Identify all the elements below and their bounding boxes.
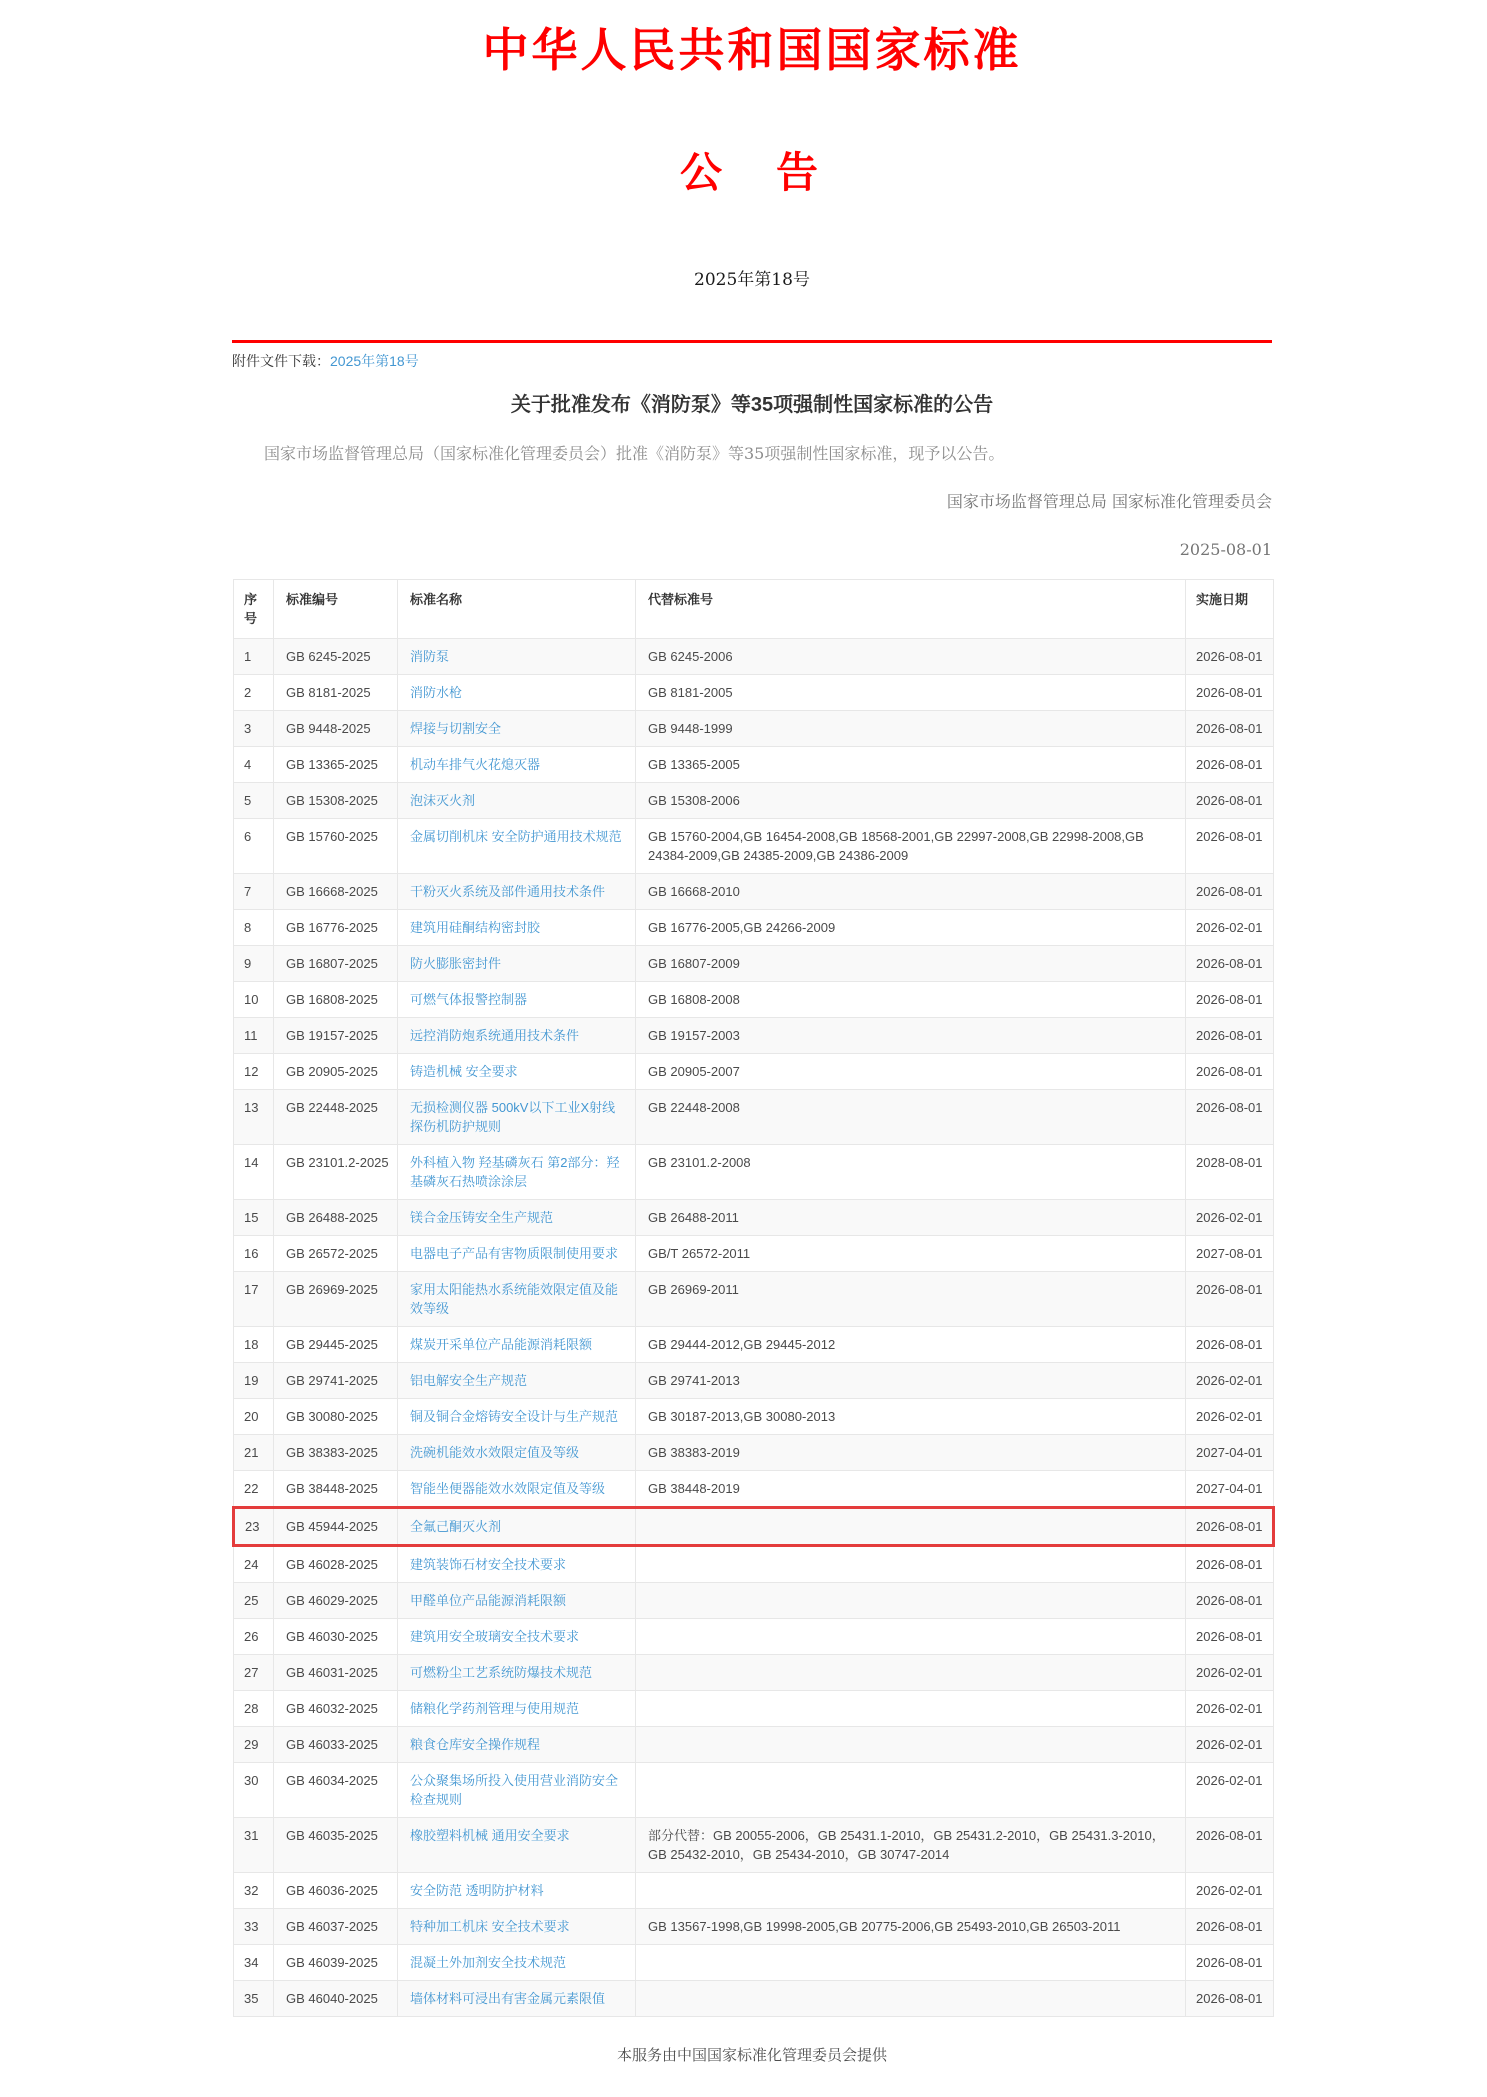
standard-name-cell — [398, 1909, 636, 1945]
standard-code: GB 38383-2025 — [274, 1435, 398, 1471]
standard-name-link[interactable]: 铝电解安全生产规范 — [410, 1373, 528, 1389]
row-index: 8 — [234, 910, 274, 946]
replaced-standards: GB 23101.2-2008 — [636, 1145, 1186, 1200]
standard-code: GB 9448-2025 — [274, 711, 398, 747]
standard-name-link[interactable]: 消防泵 — [410, 649, 450, 665]
table-row — [234, 910, 1274, 946]
standard-name-link[interactable]: 远控消防炮系统通用技术条件 — [410, 1028, 580, 1044]
standard-code: GB 19157-2025 — [274, 1018, 398, 1054]
implementation-date: 2026-08-01 — [1186, 1327, 1274, 1363]
standard-code: GB 26488-2025 — [274, 1200, 398, 1236]
table-row — [234, 1054, 1274, 1090]
implementation-date: 2026-08-01 — [1186, 747, 1274, 783]
replaced-standards: GB 16776-2005,GB 24266-2009 — [636, 910, 1186, 946]
table-row — [234, 639, 1274, 675]
standard-code: GB 20905-2025 — [274, 1054, 398, 1090]
standard-code: GB 30080-2025 — [274, 1399, 398, 1435]
replaced-standards — [636, 1619, 1186, 1655]
table-row — [234, 1727, 1274, 1763]
standard-name-cell — [398, 1945, 636, 1981]
replaced-standards: GB 16668-2010 — [636, 874, 1186, 910]
standard-name-cell — [398, 711, 636, 747]
implementation-date: 2026-08-01 — [1186, 1981, 1274, 2017]
notice-body: 国家市场监督管理总局（国家标准化管理委员会）批准《消防泵》等35项强制性国家标准，现予以公告。 — [264, 444, 1005, 464]
standard-code: GB 38448-2025 — [274, 1471, 398, 1508]
standard-name-cell — [398, 1200, 636, 1236]
row-index: 12 — [234, 1054, 274, 1090]
standard-name-link[interactable]: 储粮化学药剂管理与使用规范 — [410, 1701, 580, 1717]
standard-code: GB 46034-2025 — [274, 1763, 398, 1818]
implementation-date: 2026-02-01 — [1186, 1363, 1274, 1399]
replaced-standards: GB 29444-2012,GB 29445-2012 — [636, 1327, 1186, 1363]
standard-name-link[interactable]: 建筑装饰石材安全技术要求 — [410, 1557, 567, 1573]
row-index: 1 — [234, 639, 274, 675]
standard-name-cell — [398, 1272, 636, 1327]
standard-code: GB 46028-2025 — [274, 1546, 398, 1583]
replaced-standards — [636, 1583, 1186, 1619]
standard-name-cell — [398, 1471, 636, 1508]
announcement-heading: 公 告 — [679, 147, 824, 197]
table-row — [234, 711, 1274, 747]
standard-code: GB 46036-2025 — [274, 1873, 398, 1909]
table-row — [234, 1981, 1274, 2017]
row-index: 3 — [234, 711, 274, 747]
standard-name-cell — [398, 1546, 636, 1583]
row-index: 2 — [234, 675, 274, 711]
table-row — [234, 1200, 1274, 1236]
replaced-standards — [636, 1655, 1186, 1691]
table-row — [234, 1691, 1274, 1727]
standard-name-cell — [398, 1236, 636, 1272]
standard-name-cell — [398, 1873, 636, 1909]
standard-name-link[interactable]: 公众聚集场所投入使用营业消防安全检查规则 — [410, 1773, 619, 1808]
standard-code: GB 46029-2025 — [274, 1583, 398, 1619]
implementation-date: 2026-02-01 — [1186, 1691, 1274, 1727]
table-row — [234, 1435, 1274, 1471]
row-index: 26 — [234, 1619, 274, 1655]
table-row — [234, 747, 1274, 783]
standard-name-cell — [398, 1018, 636, 1054]
standard-code: GB 8181-2025 — [274, 675, 398, 711]
implementation-date: 2026-08-01 — [1186, 1272, 1274, 1327]
implementation-date: 2027-04-01 — [1186, 1471, 1274, 1508]
standard-code: GB 46039-2025 — [274, 1945, 398, 1981]
table-row — [234, 1272, 1274, 1327]
implementation-date: 2026-02-01 — [1186, 1727, 1274, 1763]
replaced-standards: GB 15308-2006 — [636, 783, 1186, 819]
standard-name-cell — [398, 1619, 636, 1655]
replaced-standards — [636, 1981, 1186, 2017]
issuing-authorities: 国家市场监督管理总局 国家标准化管理委员会 — [946, 492, 1272, 512]
standard-name-link[interactable]: 镁合金压铸安全生产规范 — [410, 1210, 554, 1226]
table-row — [234, 819, 1274, 874]
row-index: 16 — [234, 1236, 274, 1272]
standard-name-link[interactable]: 混凝土外加剂安全技术规范 — [410, 1955, 567, 1971]
standard-name-cell — [398, 675, 636, 711]
standard-name-cell — [398, 946, 636, 982]
implementation-date: 2026-08-01 — [1186, 819, 1274, 874]
implementation-date: 2026-08-01 — [1186, 1508, 1274, 1546]
row-index: 31 — [234, 1818, 274, 1873]
replaced-standards: GB 13567-1998,GB 19998-2005,GB 20775-2006,GB 25493-2010,GB 26503-2011 — [636, 1909, 1186, 1945]
standard-name-link[interactable]: 家用太阳能热水系统能效限定值及能效等级 — [410, 1282, 619, 1317]
standard-name-link[interactable]: 防火膨胀密封件 — [410, 956, 502, 972]
standard-name-link[interactable]: 煤炭开采单位产品能源消耗限额 — [410, 1337, 593, 1353]
standard-name-cell — [398, 1655, 636, 1691]
column-header-standard-name: 标准名称 — [398, 580, 636, 639]
standard-name-link[interactable]: 铸造机械 安全要求 — [410, 1064, 518, 1080]
replaced-standards: GB 16808-2008 — [636, 982, 1186, 1018]
standard-name-cell — [398, 910, 636, 946]
standard-name-link[interactable]: 智能坐便器能效水效限定值及等级 — [410, 1481, 606, 1497]
replaced-standards: GB/T 26572-2011 — [636, 1236, 1186, 1272]
replaced-standards: GB 15760-2004,GB 16454-2008,GB 18568-2001,GB 22997-2008,GB 22998-2008,GB 24384-2009,GB 24385-2009,GB 24386-2009 — [636, 819, 1186, 874]
table-header-row — [234, 580, 1274, 639]
implementation-date: 2026-08-01 — [1186, 1818, 1274, 1873]
row-index: 25 — [234, 1583, 274, 1619]
implementation-date: 2026-08-01 — [1186, 982, 1274, 1018]
replaced-standards: GB 22448-2008 — [636, 1090, 1186, 1145]
standard-name-link[interactable]: 全氟己酮灭火剂 — [410, 1519, 502, 1535]
implementation-date: 2026-08-01 — [1186, 874, 1274, 910]
standard-name-cell — [398, 1399, 636, 1435]
replaced-standards: GB 30187-2013,GB 30080-2013 — [636, 1399, 1186, 1435]
standard-code: GB 22448-2025 — [274, 1090, 398, 1145]
row-index: 29 — [234, 1727, 274, 1763]
standard-name-cell — [398, 747, 636, 783]
issue-number: 2025年第18号 — [694, 270, 810, 291]
table-row — [234, 1873, 1274, 1909]
table-row — [234, 1583, 1274, 1619]
implementation-date: 2026-08-01 — [1186, 1054, 1274, 1090]
notice-title: 关于批准发布《消防泵》等35项强制性国家标准的公告 — [510, 394, 994, 417]
row-index: 28 — [234, 1691, 274, 1727]
implementation-date: 2026-08-01 — [1186, 711, 1274, 747]
implementation-date: 2026-08-01 — [1186, 675, 1274, 711]
standards-table-body — [234, 639, 1274, 2017]
table-row — [234, 675, 1274, 711]
standard-name-link[interactable]: 金属切削机床 安全防护通用技术规范 — [410, 829, 622, 845]
implementation-date: 2027-08-01 — [1186, 1236, 1274, 1272]
implementation-date: 2028-08-01 — [1186, 1145, 1274, 1200]
implementation-date: 2026-08-01 — [1186, 946, 1274, 982]
row-index: 10 — [234, 982, 274, 1018]
attachment-row — [232, 351, 1272, 371]
replaced-standards — [636, 1546, 1186, 1583]
table-row — [234, 1145, 1274, 1200]
replaced-standards: 部分代替：GB 20055-2006，GB 25431.1-2010，GB 25431.2-2010，GB 25431.3-2010，GB 25432-2010，GB 25434-2010，GB 30747-2014 — [636, 1818, 1186, 1873]
implementation-date: 2026-02-01 — [1186, 1873, 1274, 1909]
replaced-standards — [636, 1763, 1186, 1818]
row-index: 9 — [234, 946, 274, 982]
standard-name-cell — [398, 982, 636, 1018]
table-row — [234, 1546, 1274, 1583]
standard-name-link[interactable]: 铜及铜合金熔铸安全设计与生产规范 — [410, 1409, 619, 1425]
standard-code: GB 46031-2025 — [274, 1655, 398, 1691]
row-index: 13 — [234, 1090, 274, 1145]
standard-name-link[interactable]: 可燃气体报警控制器 — [410, 992, 528, 1008]
row-index: 34 — [234, 1945, 274, 1981]
table-row — [234, 1018, 1274, 1054]
standard-name-cell — [398, 1508, 636, 1546]
standard-code: GB 46040-2025 — [274, 1981, 398, 2017]
standard-code: GB 16668-2025 — [274, 874, 398, 910]
standard-code: GB 29445-2025 — [274, 1327, 398, 1363]
table-row — [234, 1818, 1274, 1873]
attachment-label: 附件文件下载： — [232, 353, 330, 370]
standard-name-cell — [398, 1727, 636, 1763]
replaced-standards: GB 19157-2003 — [636, 1018, 1186, 1054]
standard-code: GB 15308-2025 — [274, 783, 398, 819]
column-header-standard-code: 标准编号 — [274, 580, 398, 639]
standard-name-cell — [398, 1090, 636, 1145]
standard-name-cell — [398, 1763, 636, 1818]
implementation-date: 2026-08-01 — [1186, 1619, 1274, 1655]
implementation-date: 2026-08-01 — [1186, 1090, 1274, 1145]
replaced-standards: GB 6245-2006 — [636, 639, 1186, 675]
standard-code: GB 46037-2025 — [274, 1909, 398, 1945]
row-index: 30 — [234, 1763, 274, 1818]
implementation-date: 2026-08-01 — [1186, 1583, 1274, 1619]
column-header-impl-date: 实施日期 — [1186, 580, 1274, 639]
row-index: 35 — [234, 1981, 274, 2017]
implementation-date: 2026-08-01 — [1186, 1546, 1274, 1583]
implementation-date: 2026-08-01 — [1186, 783, 1274, 819]
implementation-date: 2026-02-01 — [1186, 910, 1274, 946]
replaced-standards: GB 20905-2007 — [636, 1054, 1186, 1090]
replaced-standards: GB 38448-2019 — [636, 1471, 1186, 1508]
footer-note: 本服务由中国国家标准化管理委员会提供 — [616, 2047, 887, 2065]
standard-code: GB 15760-2025 — [274, 819, 398, 874]
table-row — [234, 1236, 1274, 1272]
standard-name-cell — [398, 1435, 636, 1471]
table-row — [234, 1090, 1274, 1145]
announcement-page — [232, 0, 1272, 2097]
standard-code: GB 46032-2025 — [274, 1691, 398, 1727]
table-row — [234, 874, 1274, 910]
standard-name-cell — [398, 1691, 636, 1727]
row-index: 20 — [234, 1399, 274, 1435]
standard-name-cell — [398, 639, 636, 675]
row-index: 4 — [234, 747, 274, 783]
row-index: 7 — [234, 874, 274, 910]
implementation-date: 2026-08-01 — [1186, 1909, 1274, 1945]
implementation-date: 2026-08-01 — [1186, 1945, 1274, 1981]
table-row — [234, 783, 1274, 819]
attachment-download-link[interactable]: 2025年第18号 — [330, 353, 419, 370]
standard-name-link[interactable]: 墙体材料可浸出有害金属元素限值 — [410, 1991, 606, 2007]
row-index: 33 — [234, 1909, 274, 1945]
row-index: 19 — [234, 1363, 274, 1399]
implementation-date: 2026-08-01 — [1186, 639, 1274, 675]
standard-code: GB 29741-2025 — [274, 1363, 398, 1399]
replaced-standards — [636, 1873, 1186, 1909]
standard-name-link[interactable]: 甲醛单位产品能源消耗限额 — [410, 1593, 567, 1609]
replaced-standards — [636, 1508, 1186, 1546]
standard-code: GB 26969-2025 — [274, 1272, 398, 1327]
row-index: 23 — [234, 1508, 274, 1546]
standard-code: GB 16808-2025 — [274, 982, 398, 1018]
standard-name-link[interactable]: 无损检测仪器 500kV以下工业X射线探伤机防护规则 — [410, 1100, 616, 1135]
standard-name-link[interactable]: 特种加工机床 安全技术要求 — [410, 1919, 570, 1935]
standard-name-cell — [398, 1363, 636, 1399]
row-index: 21 — [234, 1435, 274, 1471]
standards-table — [232, 579, 1275, 2017]
implementation-date: 2026-02-01 — [1186, 1655, 1274, 1691]
row-index: 27 — [234, 1655, 274, 1691]
replaced-standards: GB 8181-2005 — [636, 675, 1186, 711]
row-index: 18 — [234, 1327, 274, 1363]
table-row — [234, 1508, 1274, 1546]
standard-name-link[interactable]: 建筑用安全玻璃安全技术要求 — [410, 1629, 580, 1645]
table-row — [234, 1763, 1274, 1818]
standard-code: GB 45944-2025 — [274, 1508, 398, 1546]
standard-name-cell — [398, 819, 636, 874]
column-header-replaced: 代替标准号 — [636, 580, 1186, 639]
standard-code: GB 6245-2025 — [274, 639, 398, 675]
replaced-standards: GB 9448-1999 — [636, 711, 1186, 747]
standard-name-link[interactable]: 机动车排气火花熄灭器 — [410, 757, 541, 773]
table-row — [234, 946, 1274, 982]
replaced-standards: GB 13365-2005 — [636, 747, 1186, 783]
table-row — [234, 982, 1274, 1018]
table-row — [234, 1399, 1274, 1435]
implementation-date: 2026-02-01 — [1186, 1200, 1274, 1236]
standard-name-cell — [398, 1981, 636, 2017]
row-index: 32 — [234, 1873, 274, 1909]
standard-name-link[interactable]: 干粉灭火系统及部件通用技术条件 — [410, 884, 606, 900]
table-row — [234, 1945, 1274, 1981]
standard-code: GB 16776-2025 — [274, 910, 398, 946]
publish-date: 2025-08-01 — [1179, 540, 1272, 560]
implementation-date: 2026-08-01 — [1186, 1018, 1274, 1054]
standard-name-link[interactable]: 焊接与切割安全 — [410, 721, 502, 737]
implementation-date: 2026-02-01 — [1186, 1763, 1274, 1818]
page-title: 中华人民共和国国家标准 — [482, 23, 1022, 77]
standard-code: GB 46035-2025 — [274, 1818, 398, 1873]
replaced-standards: GB 38383-2019 — [636, 1435, 1186, 1471]
standard-name-cell — [398, 1054, 636, 1090]
standard-name-cell — [398, 874, 636, 910]
standard-name-link[interactable]: 洗碗机能效水效限定值及等级 — [410, 1445, 580, 1461]
standard-name-link[interactable]: 电器电子产品有害物质限制使用要求 — [410, 1246, 619, 1262]
standard-code: GB 13365-2025 — [274, 747, 398, 783]
standard-code: GB 26572-2025 — [274, 1236, 398, 1272]
standard-name-cell — [398, 1583, 636, 1619]
standard-name-cell — [398, 1145, 636, 1200]
standard-code: GB 46033-2025 — [274, 1727, 398, 1763]
standard-name-link[interactable]: 消防水枪 — [410, 685, 463, 701]
table-row — [234, 1909, 1274, 1945]
row-index: 6 — [234, 819, 274, 874]
replaced-standards — [636, 1727, 1186, 1763]
standard-name-cell — [398, 783, 636, 819]
row-index: 15 — [234, 1200, 274, 1236]
row-index: 17 — [234, 1272, 274, 1327]
standard-name-link[interactable]: 橡胶塑料机械 通用安全要求 — [410, 1828, 570, 1844]
standard-name-link[interactable]: 外科植入物 羟基磷灰石 第2部分：羟基磷灰石热喷涂涂层 — [410, 1155, 620, 1190]
column-header-index: 序号 — [234, 580, 274, 639]
row-index: 5 — [234, 783, 274, 819]
replaced-standards — [636, 1945, 1186, 1981]
red-divider — [232, 340, 1272, 343]
row-index: 22 — [234, 1471, 274, 1508]
replaced-standards: GB 26488-2011 — [636, 1200, 1186, 1236]
row-index: 24 — [234, 1546, 274, 1583]
standard-name-link[interactable]: 安全防范 透明防护材料 — [410, 1883, 544, 1899]
table-row — [234, 1327, 1274, 1363]
implementation-date: 2027-04-01 — [1186, 1435, 1274, 1471]
row-index: 14 — [234, 1145, 274, 1200]
standard-name-link[interactable]: 粮食仓库安全操作规程 — [410, 1737, 541, 1753]
standard-name-cell — [398, 1818, 636, 1873]
standard-name-cell — [398, 1327, 636, 1363]
standard-name-link[interactable]: 建筑用硅酮结构密封胶 — [410, 920, 541, 936]
table-row — [234, 1619, 1274, 1655]
table-row — [234, 1363, 1274, 1399]
replaced-standards — [636, 1691, 1186, 1727]
table-row — [234, 1655, 1274, 1691]
standard-name-link[interactable]: 泡沫灭火剂 — [410, 793, 476, 809]
standard-name-link[interactable]: 可燃粉尘工艺系统防爆技术规范 — [410, 1665, 593, 1681]
standard-code: GB 16807-2025 — [274, 946, 398, 982]
replaced-standards: GB 29741-2013 — [636, 1363, 1186, 1399]
implementation-date: 2026-02-01 — [1186, 1399, 1274, 1435]
row-index: 11 — [234, 1018, 274, 1054]
replaced-standards: GB 26969-2011 — [636, 1272, 1186, 1327]
standard-code: GB 23101.2-2025 — [274, 1145, 398, 1200]
replaced-standards: GB 16807-2009 — [636, 946, 1186, 982]
table-row — [234, 1471, 1274, 1508]
standard-code: GB 46030-2025 — [274, 1619, 398, 1655]
